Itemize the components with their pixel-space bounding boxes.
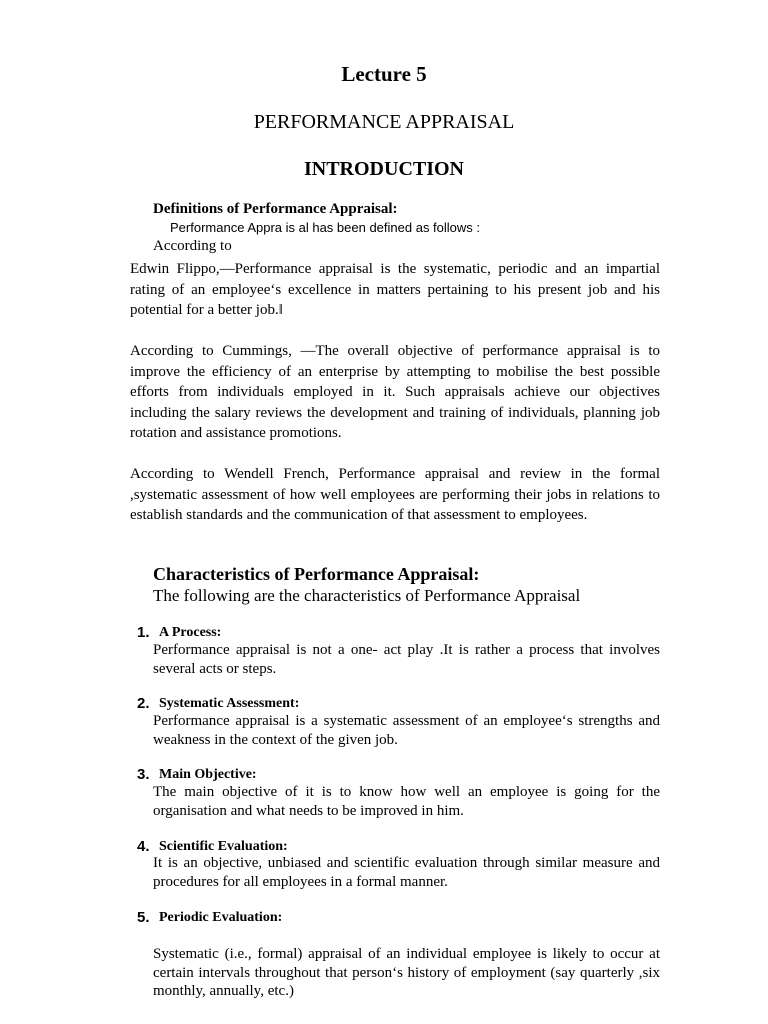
item-title: Systematic Assessment: — [159, 696, 300, 711]
lecture-number: Lecture 5 — [341, 62, 427, 86]
document-title: PERFORMANCE APPRAISAL — [253, 111, 515, 133]
item-body: Performance appraisal is a systematic assessment of an employee‘s strengths and weakness in the context of the given job. — [153, 713, 660, 748]
item-body: Systematic (i.e., formal) appraisal of an individual employee is likely to occur at certain intervals throughout that person‘s history of employment (say quarterly ,six monthly, annually, etc.) — [153, 946, 660, 999]
item-body: The main objective of it is to know how well an employee is going for the organisation and what needs to be improved in him. — [153, 784, 660, 819]
item-title: Periodic Evaluation: — [159, 910, 283, 925]
definition-flippo: Edwin Flippo,―Performance appraisal is the systematic, periodic and an impartial rating of an employee‘s excellence in matters pertaining to his present job and his potential for a better job.‖ — [130, 261, 660, 318]
definitions-subheading: Performance Appra is al has been defined as follows : — [170, 220, 481, 235]
item-number: 5. — [137, 909, 150, 926]
section-heading-introduction: INTRODUCTION — [303, 158, 465, 180]
definition-cummings: According to Cummings, ―The overall objective of performance appraisal is to improve the efficiency of an enterprise by attempting to mobilise the best possible efforts from individuals employed in it. Such appraisals achieve our objectives including the salary reviews the development and training of individuals, planning job rotation and assistance promotions. — [130, 343, 660, 441]
item-title: Scientific Evaluation: — [159, 839, 288, 854]
definitions-heading: Definitions of Performance Appraisal: — [153, 201, 398, 217]
item-number: 1. — [137, 624, 150, 641]
item-body: It is an objective, unbiased and scientific evaluation through similar measure and procedures for all employees in a formal manner. — [153, 855, 660, 890]
characteristics-subheading: The following are the characteristics of Performance Appraisal — [153, 586, 581, 605]
item-title: A Process: — [159, 625, 222, 640]
item-number: 4. — [137, 838, 150, 855]
item-number: 3. — [137, 766, 150, 783]
item-title: Main Objective: — [159, 767, 257, 782]
according-to-label: According to — [153, 238, 232, 254]
item-number: 2. — [137, 695, 150, 712]
definition-french: According to Wendell French, Performance appraisal and review in the formal ,systematic assessment of how well employees are performing their jobs in relations to establish standards and the communication of that assessment to employees. — [130, 466, 660, 523]
characteristics-heading: Characteristics of Performance Appraisal: — [153, 564, 480, 584]
item-body: Performance appraisal is not a one- act play .It is rather a process that involves several acts or steps. — [153, 642, 660, 677]
